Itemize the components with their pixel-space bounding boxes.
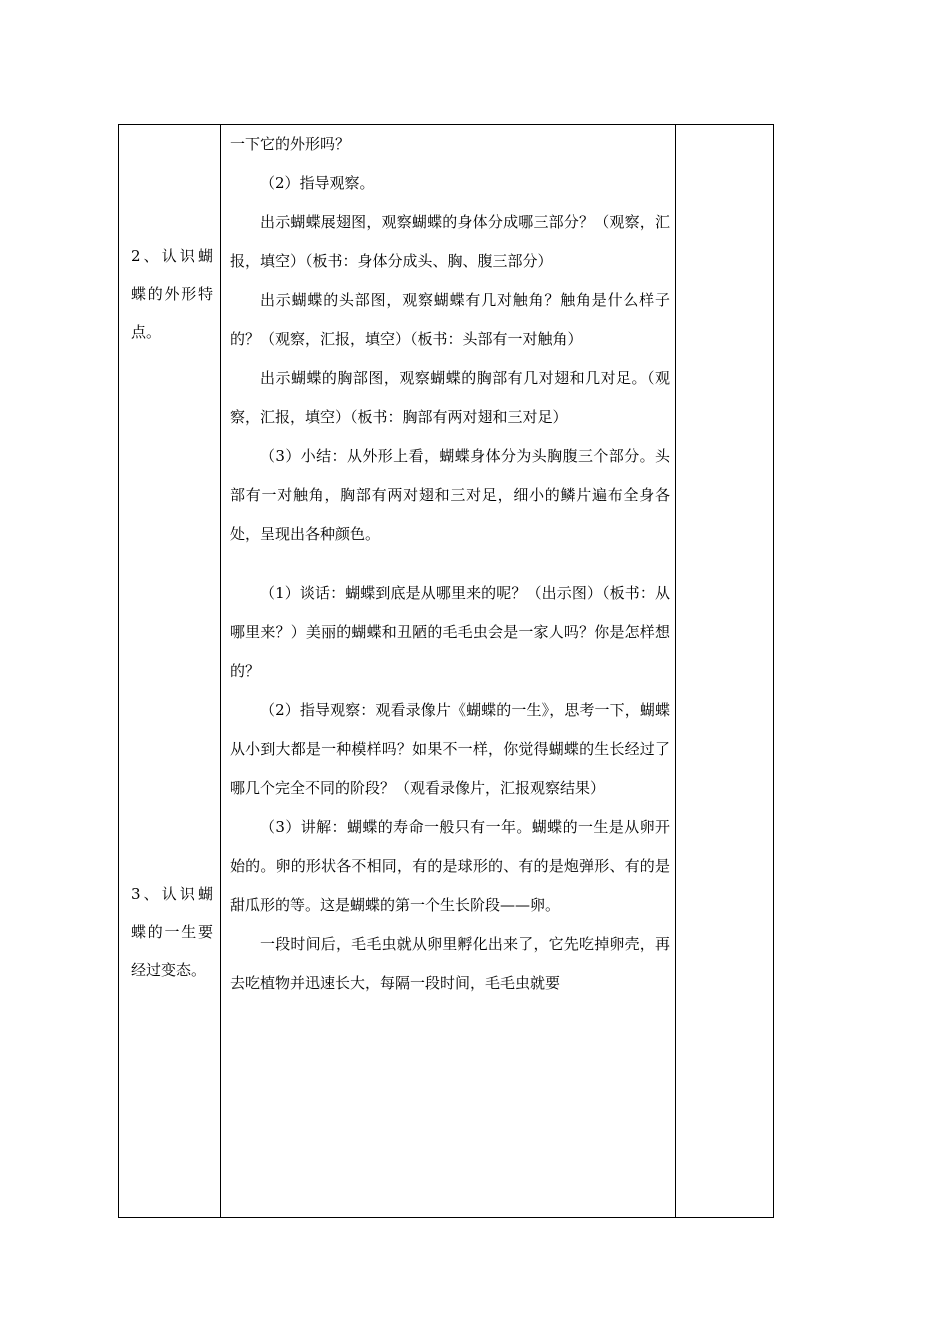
paragraph-antennae: 出示蝴蝶的头部图，观察蝴蝶有几对触角？触角是什么样子的？（观察，汇报，填空）（板书：头部有一对触角） — [230, 291, 670, 348]
paragraph-continuation: 一下它的外形吗？ — [230, 135, 351, 153]
column-divider-left — [220, 125, 221, 1217]
section-label-butterfly-appearance: 2、认识蝴蝶的外形特点。 — [131, 247, 213, 341]
paragraph-guided-observation: （2）指导观察。 — [260, 174, 375, 192]
paragraph-caterpillar: 一段时间后，毛毛虫就从卵里孵化出来了，它先吃掉卵壳，再去吃植物并迅速长大，每隔一段时间，毛毛虫就要 — [230, 935, 670, 992]
lesson-plan-table — [118, 124, 774, 1218]
column-divider-right — [675, 125, 676, 1217]
paragraph-thorax: 出示蝴蝶的胸部图，观察蝴蝶的胸部有几对翅和几对足。（观察，汇报，填空）（板书：胸部有两对翅和三对足） — [230, 369, 670, 426]
paragraph-body-parts: 出示蝴蝶展翅图，观察蝴蝶的身体分成哪三部分？（观察，汇报，填空）（板书：身体分成头、胸、腹三部分） — [230, 213, 670, 270]
paragraph-explanation-egg: （3）讲解：蝴蝶的寿命一般只有一年。蝴蝶的一生是从卵开始的。卵的形状各不相同，有的是球形的、有的是炮弹形、有的是甜瓜形的等。这是蝴蝶的第一个生长阶段——卵。 — [230, 818, 670, 914]
paragraph-summary: （3）小结：从外形上看，蝴蝶身体分为头胸腹三个部分。头部有一对触角，胸部有两对翅和三对足，细小的鳞片遍布全身各处，呈现出各种颜色。 — [230, 447, 670, 543]
paragraph-discussion: （1）谈话：蝴蝶到底是从哪里来的呢？（出示图）（板书：从哪里来？）美丽的蝴蝶和丑陋的毛毛虫会是一家人吗？你是怎样想的？ — [230, 584, 670, 680]
paragraph-video-observation: （2）指导观察：观看录像片《蝴蝶的一生》，思考一下，蝴蝶从小到大都是一种模样吗？如果不一样，你觉得蝴蝶的生长经过了哪几个完全不同的阶段？（观看录像片，汇报观察结果） — [230, 701, 670, 797]
section-label-butterfly-lifecycle: 3、认识蝴蝶的一生要经过变态。 — [131, 885, 213, 979]
teaching-content-column — [230, 125, 670, 1003]
